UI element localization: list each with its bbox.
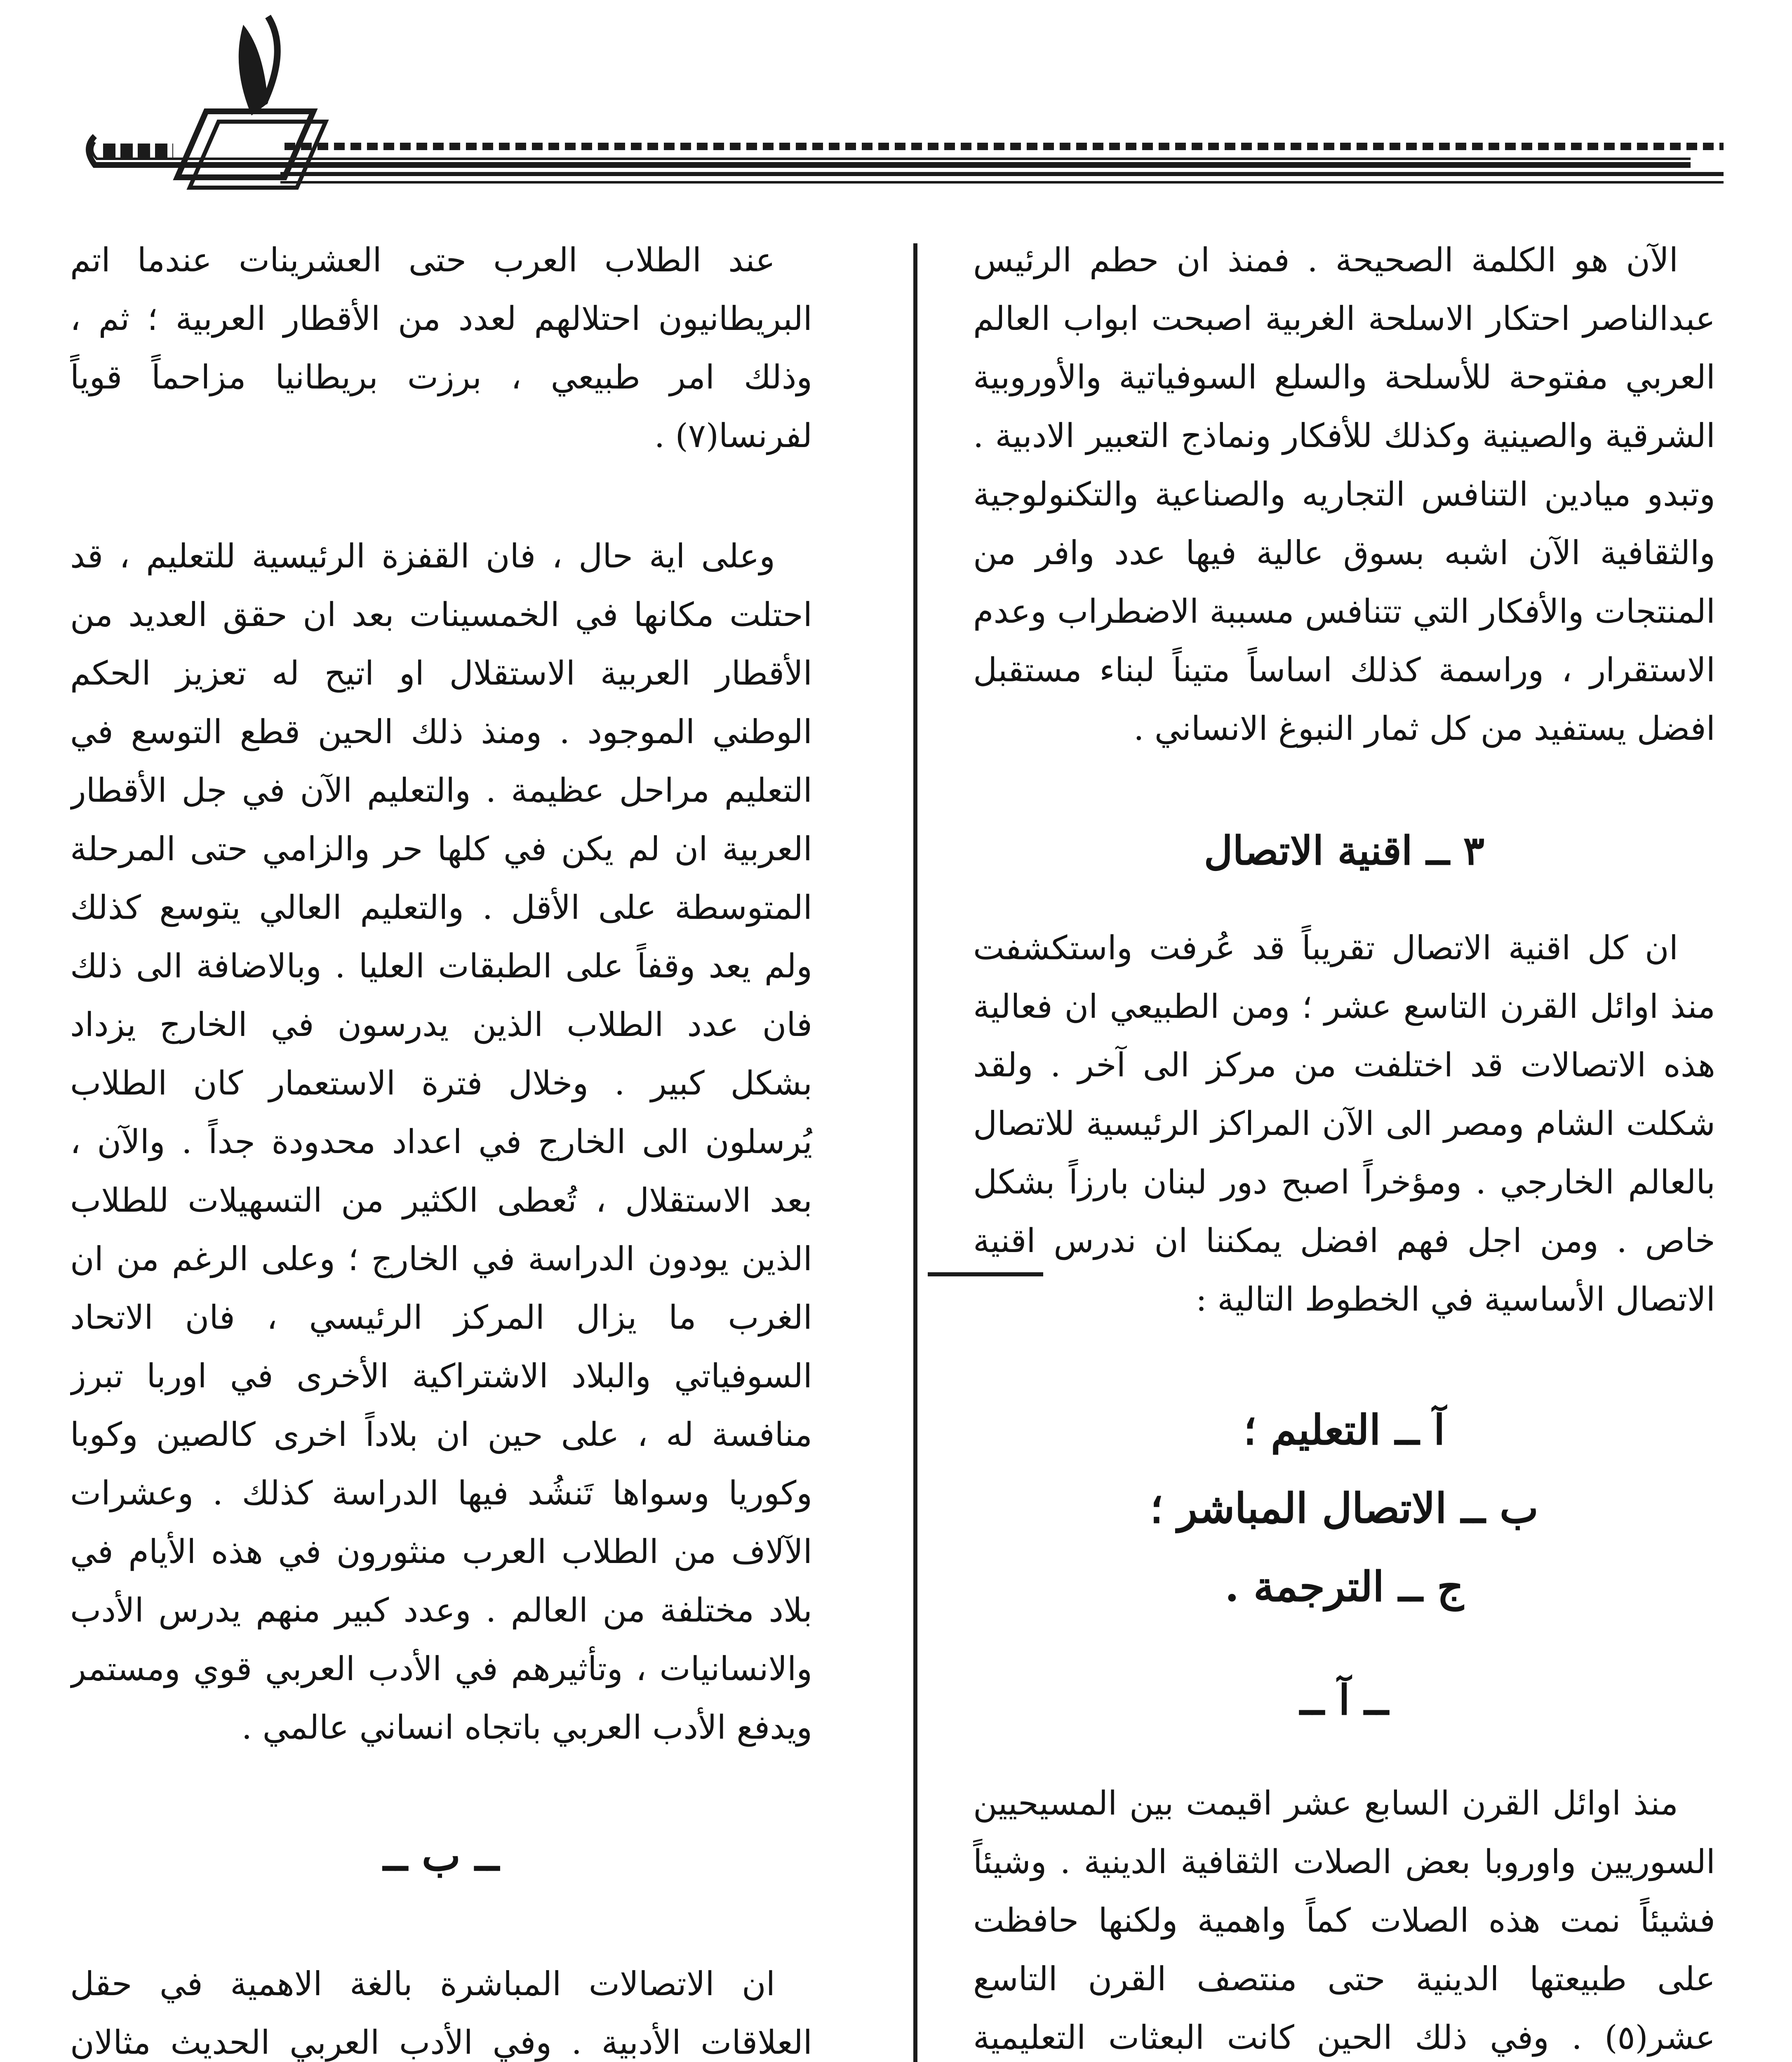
paragraph: عند الطلاب العرب حتى العشرينات عندما اتم البريطانيون احتلالهم لعدد من الأقطار العربية ؛ ثم ، وذلك امر طبيعي ، برزت بريطانيا مزاحماً قوياً لفرنسا(٧) . bbox=[70, 241, 812, 455]
paragraph: وعلى اية حال ، فان القفزة الرئيسية للتعليم ، قد احتلت مكانها في الخمسينات بعد ان حقق العديد من الأقطار العربية الاستقلال او اتيح له تعزيز الحكم الوطني الموجود . ومنذ ذلك الحين قطع التوسع في التعليم مراحل عظيمة . والتعليم الآن في جل الأقطار العربية ان لم يكن في كلها حر والزامي حتى المرحلة المتوسطة على الأقل . والتعليم العالي يتوسع كذلك ولم يعد وقفاً على الطبقات العليا . وبالاضافة الى ذلك فان عدد الطلاب الذين يدرسون في الخارج يزداد بشكل كبير . وخلال فترة الاستعمار كان الطلاب يُرسلون الى الخارج في اعداد محدودة جداً . والآن ، بعد الاستقلال ، تُعطى الكثير من التسهيلات للطلاب الذين يودون الدراسة في الخارج ؛ وعلى الرغم من ان الغرب ما يزال المركز الرئيسي ، فان الاتحاد السوفياتي والبلاد الاشتراكية الأخرى في اوربا تبرز منافسة له ، على حين ان بلاداً اخرى كالصين وكوبا وكوريا وسواها تَنشُد فيها الدراسة كذلك . وعشرات الآلاف من الطلاب العرب منثورون في هذه الأيام في بلاد مختلفة من العالم . وعدد كبير منهم يدرس الأدب والانسانيات ، وتأثيرهم في الأدب العربي قوي ومستمر ويدفع الأدب العربي باتجاه انساني عالمي . bbox=[70, 537, 812, 1747]
left-column bbox=[70, 231, 812, 2062]
list-item: آ ــ التعليم ؛ bbox=[1243, 1405, 1445, 1454]
right-column bbox=[973, 231, 1715, 2062]
list-item: ج ــ الترجمة . bbox=[1225, 1562, 1464, 1611]
subsection-heading: ــ ب ــ bbox=[383, 1831, 499, 1880]
quill-book-logo-icon bbox=[177, 16, 326, 188]
decorative-border-icon bbox=[0, 0, 1792, 214]
paragraph: ان كل اقنية الاتصال تقريباً قد عُرفت واستكشفت منذ اوائل القرن التاسع عشر ؛ ومن الطبيعي ان فعالية هذه الاتصالات قد اختلفت من مركز الى آخر . ولقد شكلت الشام ومصر الى الآن المراكز الرئيسية للاتصال بالعالم الخارجي . ومؤخراً اصبح دور لبنان بارزاً بشكل خاص . ومن اجل فهم افضل يمكننا ان ندرس اقنية الاتصال الأساسية في الخطوط التالية : bbox=[973, 929, 1715, 1318]
header-ornament bbox=[0, 0, 1792, 214]
paragraph: الآن هو الكلمة الصحيحة . فمنذ ان حطم الرئيس عبدالناصر احتكار الاسلحة الغربية اصبحت ابواب العالم العربي مفتوحة للأسلحة والسلع السوفياتية والأوروبية الشرقية والصينية وكذلك للأفكار ونماذج التعبير الادبية . وتبدو ميادين التنافس التجاريه والصناعية والتكنولوجية والثقافية الآن اشبه بسوق عالية فيها عدد وافر من المنتجات والأفكار التي تتنافس مسببة الاضطراب وعدم الاستقرار ، وراسمة كذلك اساساً متيناً لبناء مستقبل افضل يستفيد من كل ثمار النبوغ الانساني . bbox=[973, 241, 1715, 748]
list-item: ب ــ الاتصال المباشر ؛ bbox=[1150, 1484, 1538, 1532]
short-rule bbox=[928, 1272, 1043, 1276]
paragraph: منذ اوائل القرن السابع عشر اقيمت بين المسيحيين السوريين واوروبا بعض الصلات الثقافية الدينية . وشيئاً فشيئاً نمت هذه الصلات كماً واهمية ولكنها حافظت على طبيعتها الدينية حتى منتصف القرن التاسع عشر(٥) . وفي ذلك الحين كانت البعثات التعليمية bbox=[973, 1784, 1715, 2057]
section-heading: ٣ ــ اقنية الاتصال bbox=[1204, 827, 1485, 874]
column-divider bbox=[913, 243, 917, 2062]
subsection-heading: ــ آ ــ bbox=[1300, 1676, 1389, 1724]
paragraph: ان الاتصالات المباشرة بالغة الاهمية في حقل العلاقات الأدبية . وفي الأدب العربي الحديث مثالان bbox=[70, 1965, 812, 2062]
